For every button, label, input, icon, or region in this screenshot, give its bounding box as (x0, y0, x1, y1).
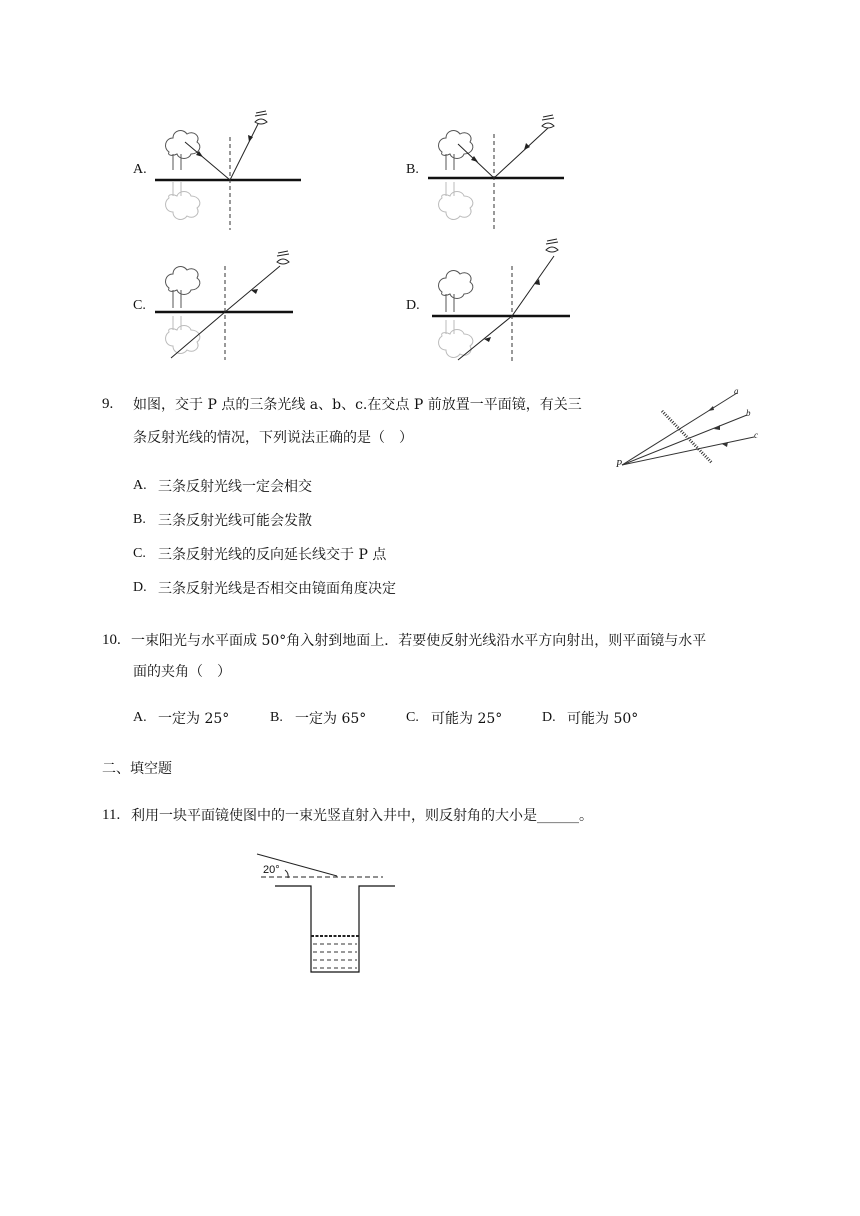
tree-reflection-diagram-b (428, 112, 588, 232)
option-b-label: B. (406, 162, 419, 177)
reflected-ray (230, 124, 258, 180)
question-10-stem-line-2: 面的夹角（ ） (133, 664, 231, 680)
q10-option-d-text: 可能为 50° (567, 711, 639, 727)
q10-option-d-label: D. (542, 710, 556, 725)
tree-reflection-icon (439, 182, 473, 219)
q10-option-a-text: 一定为 25° (158, 711, 230, 727)
option-c-label: C. (133, 298, 146, 313)
tree-icon (439, 271, 473, 312)
q9-option-b-label: B. (133, 512, 146, 527)
well-diagram (255, 850, 395, 980)
section-title: 二、填空题 (102, 761, 172, 777)
tree-reflection-icon (166, 182, 200, 219)
q10-option-b-text: 一定为 65° (295, 711, 367, 727)
tree-icon (439, 131, 473, 170)
water-lines (313, 944, 357, 968)
arrow-icon (524, 143, 530, 150)
question-9-stem-line-1: 如图，交于 P 点的三条光线 a、b、c.在交点 P 前放置一平面镜，有关三 (133, 397, 582, 413)
tree-icon (166, 267, 200, 308)
question-11-number: 11. (102, 807, 121, 823)
q9-option-c-label: C. (133, 546, 146, 561)
question-11-stem: 利用一块平面镜使图中的一束光竖直射入井中，则反射角的大小是______。 (131, 808, 593, 824)
label-a: a (734, 386, 739, 396)
eye-icon (277, 251, 289, 264)
well-wall (275, 886, 395, 972)
q9-option-a-text: 三条反射光线一定会相交 (158, 479, 312, 495)
q9-option-b-text: 三条反射光线可能会发散 (158, 513, 312, 529)
incident-ray (185, 142, 230, 180)
question-10-number: 10. (102, 632, 121, 648)
ray-c (622, 437, 754, 465)
q9-option-c-text: 三条反射光线的反向延长线交于 P 点 (158, 547, 387, 563)
question-10-stem-line-1: 一束阳光与水平面成 50°角入射到地面上．若要使反射光线沿水平方向射出，则平面镜与水平 (131, 633, 707, 649)
eye-icon (255, 111, 267, 124)
q10-option-c-label: C. (406, 710, 419, 725)
option-d-label: D. (406, 298, 420, 313)
q9-option-d-label: D. (133, 580, 147, 595)
q10-option-c-text: 可能为 25° (431, 711, 503, 727)
mirror-rays-diagram (612, 385, 772, 475)
q9-option-a-label: A. (133, 478, 147, 493)
eye-icon (546, 239, 558, 252)
arrow-icon (708, 406, 714, 411)
q9-option-d-text: 三条反射光线是否相交由镜面角度决定 (158, 581, 396, 597)
tree-reflection-diagram-c (155, 240, 315, 365)
label-p: P (616, 459, 623, 470)
q10-option-a-label: A. (133, 710, 147, 725)
question-9-stem-line-2: 条反射光线的情况，下列说法正确的是（ ） (133, 430, 413, 446)
option-a-label: A. (133, 162, 147, 177)
question-9-number: 9. (102, 396, 114, 412)
angle-label: 20° (263, 864, 280, 876)
eye-icon (542, 115, 554, 128)
ray-b (622, 415, 747, 465)
label-c: c (754, 430, 758, 440)
q10-option-b-label: B. (270, 710, 283, 725)
label-b: b (746, 408, 751, 418)
reflected-ray (494, 128, 548, 178)
tree-reflection-diagram-a (155, 112, 315, 232)
tree-reflection-diagram-d (428, 240, 588, 365)
